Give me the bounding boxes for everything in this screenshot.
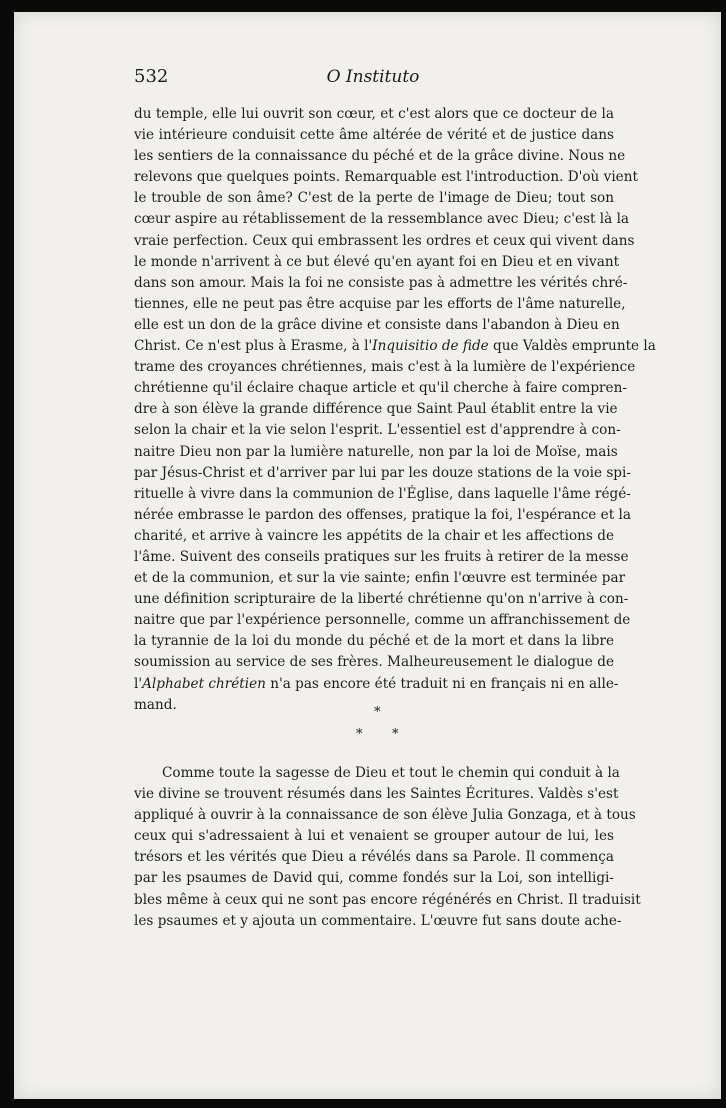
running-title: O Instituto <box>326 67 420 87</box>
asterisk: * <box>392 727 399 742</box>
text-line: soumission au service de ses frères. Malheureusement le dialogue de <box>134 654 614 671</box>
page-number: 532 <box>134 66 169 87</box>
text-line: une définition scripturaire de la liberté chrétienne qu'on n'arrive à con- <box>134 591 629 608</box>
text-line: tiennes, elle ne peut pas être acquise par les efforts de l'âme naturelle, <box>134 295 626 312</box>
running-head <box>134 64 612 94</box>
text-line: le monde n'arrivent à ce but élevé qu'en ayant foi en Dieu et en vivant <box>134 253 620 270</box>
text-line: le trouble de son âme? C'est de la perte de l'image de Dieu; tout son <box>134 190 614 207</box>
text-line: selon la chair et la vie selon l'esprit. L'essentiel est d'apprendre à con- <box>134 422 621 439</box>
asterisk: * <box>356 727 363 742</box>
text-line: bles même à ceux qui ne sont pas encore régénérés en Christ. Il traduisit <box>134 891 641 908</box>
text-line: dre à son élève la grande différence que Saint Paul établit entre la vie <box>134 401 618 418</box>
text-run: que Valdès emprunte la <box>488 338 656 355</box>
text-line: cœur aspire au rétablissement de la ressemblance avec Dieu; c'est là la <box>134 211 630 228</box>
paragraph-2 <box>134 763 641 932</box>
text-line: dans son amour. Mais la foi ne consiste pas à admettre les vérités chré- <box>134 274 628 291</box>
text-line: les sentiers de la connaissance du péché et de la grâce divine. Nous ne <box>134 148 626 165</box>
text-line: rituelle à vivre dans la communion de l'Église, dans laquelle l'âme régé- <box>134 485 631 502</box>
text-line: relevons que quelques points. Remarquable est l'introduction. D'où vient <box>134 169 638 186</box>
text-line: charité, et arrive à vaincre les appétits de la chair et les affections de <box>134 527 614 544</box>
text-line: et de la communion, et sur la vie sainte; enfin l'œuvre est terminée par <box>134 570 626 587</box>
text-line: mand. <box>134 696 177 713</box>
text-line: vraie perfection. Ceux qui embrassent les ordres et ceux qui vivent dans <box>134 232 635 249</box>
text-line: l'âme. Suivent des conseils pratiques sur les fruits à retirer de la messe <box>134 548 629 565</box>
text-line: par les psaumes de David qui, comme fondés sur la Loi, son intelligi- <box>134 870 614 887</box>
text-line: trésors et les vérités que Dieu a révélés dans sa Parole. Il commença <box>134 849 614 866</box>
paragraph-1 <box>134 104 656 716</box>
section-separator <box>134 705 614 745</box>
asterisk: * <box>374 705 381 720</box>
text-line: elle est un don de la grâce divine et consiste dans l'abandon à Dieu en <box>134 316 620 333</box>
text-line: du temple, elle lui ouvrit son cœur, et c'est alors que ce docteur de la <box>134 106 614 122</box>
text-line: par Jésus-Christ et d'arriver par lui par les douze stations de la voie spi- <box>134 464 631 481</box>
text-run: Christ. Ce n'est plus à Erasme, à l' <box>134 338 373 355</box>
text-line: trame des croyances chrétiennes, mais c'est à la lumière de l'expérience <box>134 359 636 376</box>
text-line: vie intérieure conduisit cette âme altérée de vérité et de justice dans <box>134 127 614 144</box>
italic-title: Inquisitio de fide <box>372 338 489 355</box>
text-line: les psaumes et y ajouta un commentaire. L'œuvre fut sans doute ache- <box>134 912 622 929</box>
text-line: chrétienne qu'il éclaire chaque article et qu'il cherche à faire compren- <box>134 380 627 397</box>
text-run: n'a pas encore été traduit ni en français ni en alle- <box>265 675 619 692</box>
text-run: l' <box>134 675 143 692</box>
text-line: naitre Dieu non par la lumière naturelle, non par la loi de Moïse, mais <box>134 443 618 460</box>
text-line: ceux qui s'adressaient à lui et venaient se grouper autour de lui, les <box>134 828 614 845</box>
text-line-with-italic <box>134 674 619 695</box>
text-line: Comme toute la sagesse de Dieu et tout le chemin qui conduit à la <box>162 765 620 781</box>
text-line: vie divine se trouvent résumés dans les Saintes Écritures. Valdès s'est <box>134 786 619 803</box>
text-line: naitre que par l'expérience personnelle, comme un affranchissement de <box>134 612 631 629</box>
text-line-with-italic <box>134 336 656 357</box>
text-line: nérée embrasse le pardon des offenses, pratique la foi, l'espérance et la <box>134 506 631 523</box>
italic-title: Alphabet chrétien <box>142 675 266 692</box>
text-line: appliqué à ouvrir à la connaissance de son élève Julia Gonzaga, et à tous <box>134 807 636 824</box>
text-line: la tyrannie de la loi du monde du péché et de la mort et dans la libre <box>134 633 614 650</box>
